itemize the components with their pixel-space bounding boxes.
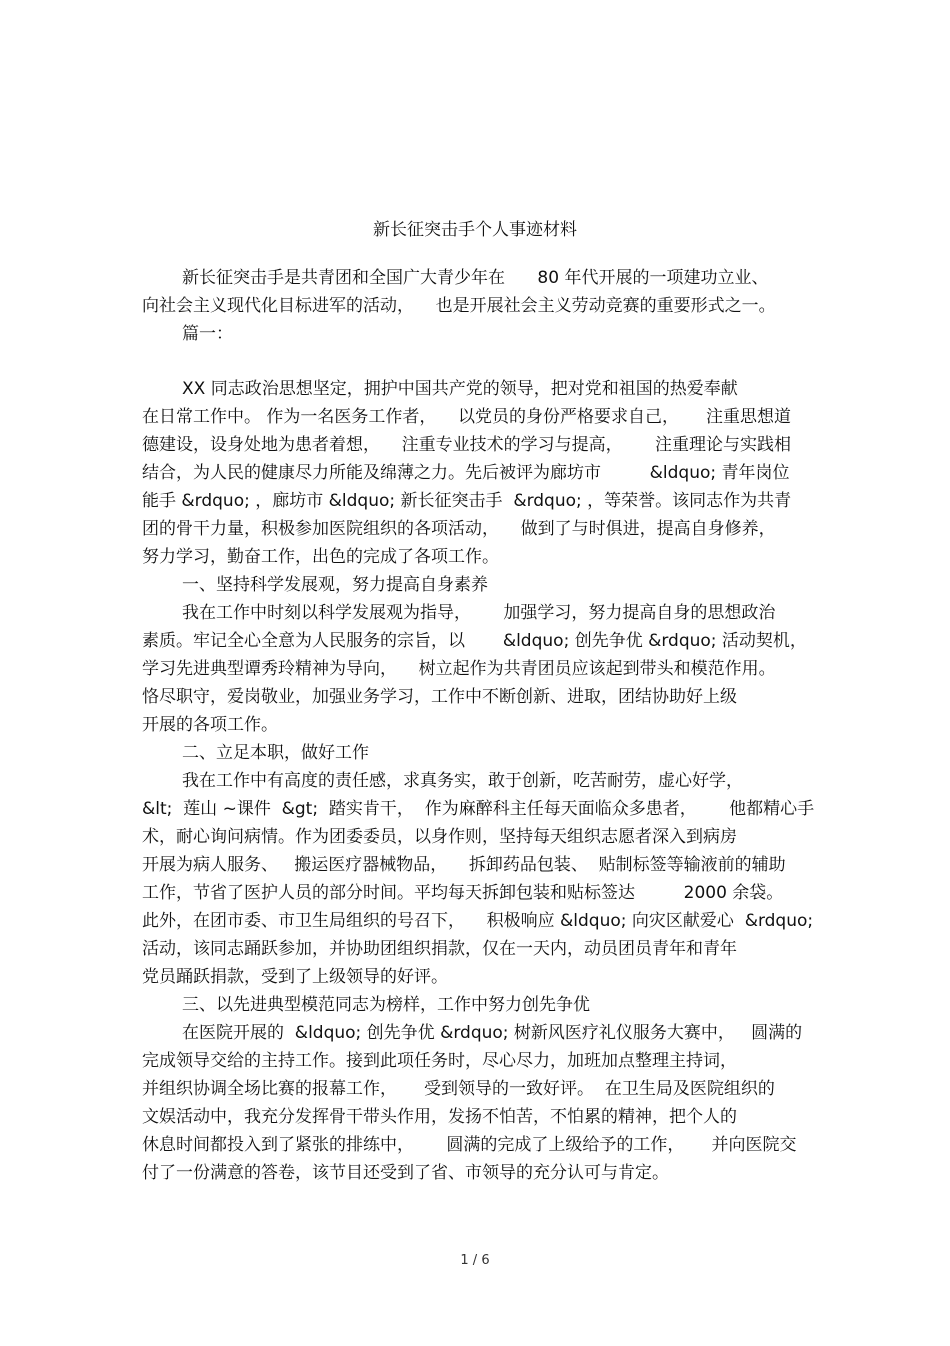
- paragraph-line: 开展为病人服务、 搬运医疗器械物品， 拆卸药品包装、 贴制标签等输液前的辅助: [142, 855, 786, 875]
- paragraph-line: 在日常工作中。 作为一名医务工作者， 以党员的身份严格要求自己， 注重思想道: [142, 407, 792, 427]
- paragraph-line: 活动，该同志踊跃参加，并协助团组织捐款，仅在一天内，动员团员青年和青年: [142, 939, 737, 959]
- paragraph-line: 开展的各项工作。: [142, 715, 278, 735]
- paragraph-line: 能手 &rdquo; ，廊坊市 &ldquo; 新长征突击手 &rdquo; ，等荣誉。该同志作为共青: [142, 491, 792, 511]
- paragraph-line: 此外，在团市委、市卫生局组织的号召下， 积极响应 &ldquo; 向灾区献爱心 &rdquo;: [142, 911, 814, 931]
- paragraph-line: 新长征突击手是共青团和全国广大青少年在 80 年代开展的一项建功立业、: [182, 268, 769, 288]
- paragraph-line: 团的骨干力量，积极参加医院组织的各项活动， 做到了与时俱进，提高自身修养，: [142, 519, 776, 539]
- paragraph-line: 学习先进典型谭秀玲精神为导向， 树立起作为共青团员应该起到带头和模范作用。: [142, 659, 776, 679]
- paragraph-line: 术，耐心询问病情。作为团委委员，以身作则，坚持每天组织志愿者深入到病房: [142, 827, 737, 847]
- section-heading: 一、坚持科学发展观，努力提高自身素养: [182, 575, 488, 595]
- section-label: 篇一：: [182, 324, 233, 344]
- paragraph-line: 休息时间都投入到了紧张的排练中， 圆满的完成了上级给予的工作， 并向医院交: [142, 1135, 797, 1155]
- body-section: [142, 375, 822, 1187]
- paragraph-line: 完成领导交给的主持工作。接到此项任务时，尽心尽力，加班加点整理主持词，: [142, 1051, 737, 1071]
- page-indicator: 1 / 6: [460, 1253, 490, 1268]
- section-heading: 三、以先进典型模范同志为榜样，工作中努力创先争优: [182, 995, 590, 1015]
- intro-section: [142, 264, 822, 348]
- paragraph-line: 向社会主义现代化目标进军的活动， 也是开展社会主义劳动竞赛的重要形式之一。: [142, 296, 776, 316]
- paragraph-line: 在医院开展的 &ldquo; 创先争优 &rdquo; 树新风医疗礼仪服务大赛中， 圆满的: [182, 1023, 803, 1043]
- paragraph-line: 并组织协调全场比赛的报幕工作， 受到领导的一致好评。 在卫生局及医院组织的: [142, 1079, 775, 1099]
- paragraph-line: 德建设，设身处地为患者着想， 注重专业技术的学习与提高， 注重理论与实践相: [142, 435, 792, 455]
- paragraph-line: 结合，为人民的健康尽力所能及绵薄之力。先后被评为廊坊市 &ldquo; 青年岗位: [142, 463, 790, 483]
- paragraph-line: 努力学习，勤奋工作，出色的完成了各项工作。: [142, 547, 499, 567]
- paragraph-line: 文娱活动中，我充分发挥骨干带头作用，发扬不怕苦，不怕累的精神，把个人的: [142, 1107, 737, 1127]
- paragraph-line: 素质。牢记全心全意为人民服务的宗旨，以 &ldquo; 创先争优 &rdquo; 活动契机，: [142, 631, 807, 651]
- section-heading: 二、立足本职，做好工作: [182, 743, 369, 763]
- paragraph-line: 我在工作中有高度的责任感，求真务实，敢于创新，吃苦耐劳，虚心好学，: [182, 771, 743, 791]
- paragraph-line: 恪尽职守，爱岗敬业，加强业务学习，工作中不断创新、进取，团结协助好上级: [142, 687, 737, 707]
- paragraph-line: 党员踊跃捐款，受到了上级领导的好评。: [142, 967, 448, 987]
- paragraph-line: 我在工作中时刻以科学发展观为指导， 加强学习，努力提高自身的思想政治: [182, 603, 776, 623]
- document-title: 新长征突击手个人事迹材料: [373, 220, 577, 240]
- paragraph-line: XX 同志政治思想坚定，拥护中国共产党的领导，把对党和祖国的热爱奉献: [182, 379, 738, 399]
- paragraph-line: 付了一份满意的答卷，该节目还受到了省、市领导的充分认可与肯定。: [142, 1163, 669, 1183]
- paragraph-line: 工作，节省了医护人员的部分时间。平均每天拆卸包装和贴标签达 2000 余袋。: [142, 883, 784, 903]
- paragraph-line: &lt; 莲山 ~课件 &gt; 踏实肯干， 作为麻醉科主任每天面临众多患者， 他都精心手: [142, 799, 815, 819]
